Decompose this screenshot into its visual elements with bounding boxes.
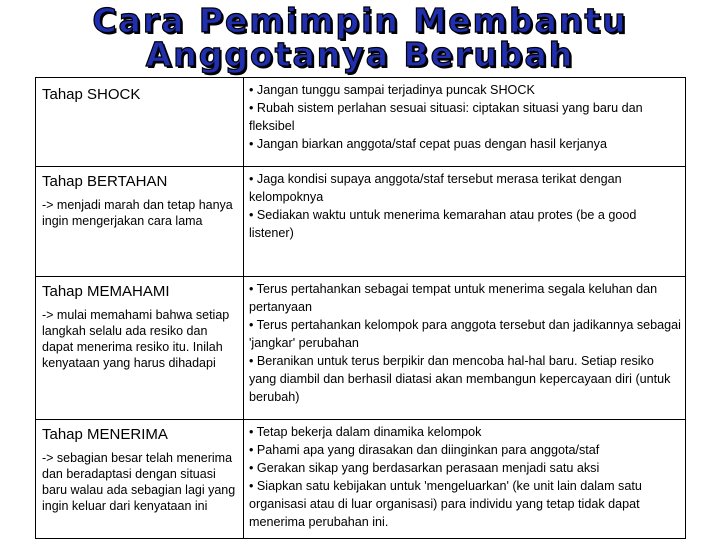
action-item: • Tetap bekerja dalam dinamika kelompok: [249, 425, 482, 439]
title-line-1: Cara Pemimpin Membantu: [92, 1, 628, 40]
stage-description: -> sebagian besar telah menerima dan beradaptasi dengan situasi baru walau ada sebagian lagi yang ingin keluar dari kenyataan ini: [42, 451, 236, 513]
stage-row-menerima: [36, 420, 686, 539]
action-item: • Sediakan waktu untuk menerima kemarahan atau protes (be a good listener): [249, 208, 637, 240]
action-item: • Jangan tunggu sampai terjadinya puncak SHOCK: [249, 83, 535, 97]
stage-description: -> menjadi marah dan tetap hanya ingin mengerjakan cara lama: [42, 198, 233, 228]
stages-table: [35, 77, 686, 539]
actions-cell: [244, 420, 686, 539]
action-item: • Terus pertahankan kelompok para anggota tersebut dan jadikannya sebagai 'jangkar' perubahan: [249, 318, 681, 350]
actions-cell: [244, 78, 686, 167]
stage-row-memahami: [36, 277, 686, 420]
action-list: [249, 170, 681, 242]
actions-cell: [244, 167, 686, 277]
actions-cell: [244, 277, 686, 420]
action-item: • Pahami apa yang dirasakan dan diinginkan para anggota/staf: [249, 443, 600, 457]
action-item: • Beranikan untuk terus berpikir dan mencoba hal-hal baru. Setiap resiko yang diambil dan berhasil diatasi akan membangun kepercayaan diri (untuk berubah): [249, 354, 671, 404]
stage-cell: [36, 78, 244, 167]
stage-name: Tahap MEMAHAMI: [42, 283, 170, 300]
action-item: • Jangan biarkan anggota/staf cepat puas dengan hasil kerjanya: [249, 137, 607, 151]
slide-title: [0, 1, 720, 74]
action-item: • Gerakan sikap yang berdasarkan perasaan menjadi satu aksi: [249, 461, 600, 475]
stage-row-shock: [36, 78, 686, 167]
action-item: • Rubah sistem perlahan sesuai situasi: ciptakan situasi yang baru dan fleksibel: [249, 101, 643, 133]
stage-name: Tahap MENERIMA: [42, 426, 168, 443]
action-list: [249, 423, 681, 531]
action-item: • Terus pertahankan sebagai tempat untuk menerima segala keluhan dan pertanyaan: [249, 282, 658, 314]
stage-name: Tahap SHOCK: [42, 86, 141, 103]
stage-cell: [36, 277, 244, 420]
stage-cell: [36, 420, 244, 539]
title-line-2: Anggotanya Berubah: [145, 35, 575, 74]
action-item: • Siapkan satu kebijakan untuk 'mengeluarkan' (ke unit lain dalam satu organisasi atau di luar organisasi) para individu yang tetap tidak dapat menerima perubahan ini.: [249, 479, 642, 529]
stage-row-bertahan: [36, 167, 686, 277]
stage-cell: [36, 167, 244, 277]
stage-description: -> mulai memahami bahwa setiap langkah selalu ada resiko dan dapat menerima resiko itu. Inilah kenyataan yang harus dihadapi: [42, 308, 230, 370]
action-list: [249, 280, 681, 406]
stage-name: Tahap BERTAHAN: [42, 173, 168, 190]
action-list: [249, 81, 681, 153]
action-item: • Jaga kondisi supaya anggota/staf tersebut merasa terikat dengan kelompoknya: [249, 172, 622, 204]
